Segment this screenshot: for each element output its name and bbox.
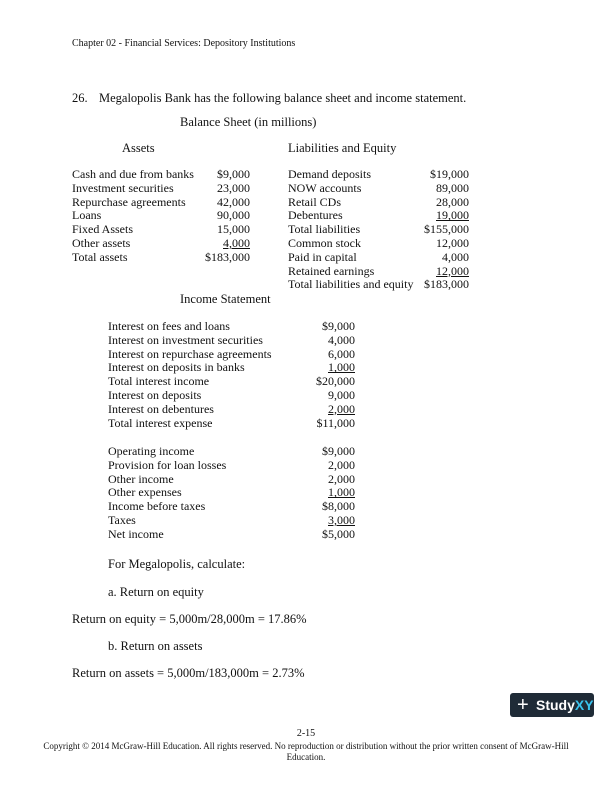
- row-value: $183,000: [424, 277, 469, 292]
- row-value: 4,000: [442, 249, 469, 264]
- row-label: Other expenses: [108, 485, 182, 500]
- table-row: [288, 278, 469, 292]
- row-label: Paid in capital: [288, 249, 357, 264]
- row-label: Loans: [72, 208, 102, 223]
- row-value: $9,000: [322, 444, 355, 458]
- row-label: Interest on fees and loans: [108, 319, 230, 333]
- row-label: Interest on debentures: [108, 401, 214, 416]
- table-row: [288, 265, 469, 279]
- row-value: 1,000: [328, 360, 355, 375]
- row-value: 2,000: [328, 457, 355, 472]
- table-row: [72, 182, 250, 196]
- table-row: [288, 196, 469, 210]
- question-number: 26.: [72, 91, 88, 105]
- row-label: Retained earnings: [288, 263, 375, 278]
- row-label: Total liabilities and equity: [288, 277, 414, 292]
- row-label: Cash and due from banks: [72, 167, 194, 181]
- table-row: [108, 403, 355, 417]
- table-row: [108, 486, 355, 500]
- table-row: [288, 182, 469, 196]
- row-label: Common stock: [288, 235, 362, 250]
- copyright-line-2: Education.: [286, 752, 326, 762]
- row-label: Interest on investment securities: [108, 332, 263, 347]
- studyxy-logo: [510, 693, 594, 717]
- table-row: [72, 196, 250, 210]
- row-label: Other income: [108, 471, 174, 486]
- liabilities-heading: Liabilities and Equity: [288, 141, 397, 155]
- table-row: [72, 168, 250, 182]
- row-value: 15,000: [217, 222, 250, 237]
- row-value: 2,000: [328, 471, 355, 486]
- row-value: $155,000: [424, 222, 469, 237]
- row-value: $9,000: [217, 167, 250, 181]
- row-label: Total liabilities: [288, 222, 361, 237]
- row-value: $5,000: [322, 526, 355, 541]
- row-label: Demand deposits: [288, 167, 371, 181]
- row-label: Total interest income: [108, 374, 210, 389]
- table-row: [108, 500, 355, 514]
- row-label: Repurchase agreements: [72, 194, 186, 209]
- row-label: Debentures: [288, 208, 343, 223]
- table-row: [108, 528, 355, 542]
- row-value: $20,000: [316, 374, 355, 389]
- row-value: 90,000: [217, 208, 250, 223]
- row-label: Retail CDs: [288, 194, 341, 209]
- income-statement-title: Income Statement: [180, 292, 271, 306]
- table-row: [108, 320, 355, 334]
- plus-icon: +: [517, 694, 529, 716]
- row-label: Interest on deposits in banks: [108, 360, 245, 375]
- row-value: $8,000: [322, 499, 355, 514]
- row-label: Operating income: [108, 444, 195, 458]
- brand-text: [536, 693, 594, 717]
- part-b-label: b. Return on assets: [108, 639, 203, 653]
- table-row: [72, 209, 250, 223]
- assets-heading: Assets: [122, 141, 155, 155]
- row-label: Fixed Assets: [72, 222, 134, 237]
- table-row: [288, 237, 469, 251]
- calculate-prompt: For Megalopolis, calculate:: [108, 557, 246, 571]
- table-row: [108, 459, 355, 473]
- table-row: [288, 168, 469, 182]
- row-label: NOW accounts: [288, 180, 362, 195]
- part-a-answer: Return on equity = 5,000m/28,000m = 17.86%: [72, 612, 307, 626]
- row-value: $9,000: [322, 319, 355, 333]
- row-value: $11,000: [316, 415, 355, 430]
- row-label: Net income: [108, 526, 164, 541]
- table-row: [288, 223, 469, 237]
- page-number: 2-15: [296, 728, 316, 739]
- table-row: [108, 417, 355, 431]
- row-label: Total assets: [72, 249, 128, 264]
- row-value: 4,000: [328, 332, 355, 347]
- row-value: 42,000: [217, 194, 250, 209]
- assets-table: [72, 168, 250, 265]
- table-row: [108, 361, 355, 375]
- row-label: Taxes: [108, 512, 136, 527]
- table-row: [108, 348, 355, 362]
- table-row: [72, 223, 250, 237]
- row-label: Provision for loan losses: [108, 457, 227, 472]
- copyright-line-1: Copyright © 2014 McGraw-Hill Education. All rights reserved. No reproduction or distribution without the prior written consent of McGraw-Hill: [43, 741, 569, 751]
- row-value: 12,000: [436, 235, 469, 250]
- row-value: 3,000: [328, 512, 355, 527]
- balance-sheet-title: Balance Sheet (in millions): [180, 115, 317, 129]
- table-row: [108, 445, 355, 459]
- row-label: Income before taxes: [108, 499, 206, 514]
- row-value: 89,000: [436, 180, 469, 195]
- brand-xy: XY: [574, 697, 594, 713]
- row-label: Interest on repurchase agreements: [108, 346, 272, 361]
- table-row: [108, 375, 355, 389]
- table-row: [108, 389, 355, 403]
- row-label: Investment securities: [72, 180, 174, 195]
- part-b-answer: Return on assets = 5,000m/183,000m = 2.73%: [72, 666, 305, 680]
- table-row: [288, 209, 469, 223]
- row-value: 19,000: [436, 208, 469, 223]
- table-row: [108, 473, 355, 487]
- row-value: 2,000: [328, 401, 355, 416]
- row-value: 23,000: [217, 180, 250, 195]
- part-a-label: a. Return on equity: [108, 585, 204, 599]
- row-value: 4,000: [223, 235, 250, 250]
- row-value: $183,000: [205, 249, 250, 264]
- row-value: 28,000: [436, 194, 469, 209]
- table-row: [72, 251, 250, 265]
- table-row: [288, 251, 469, 265]
- row-label: Interest on deposits: [108, 387, 202, 402]
- liabilities-table: [288, 168, 469, 292]
- income-group-operating: [108, 445, 355, 542]
- question-text: Megalopolis Bank has the following balance sheet and income statement.: [99, 91, 467, 105]
- row-label: Total interest expense: [108, 415, 213, 430]
- row-value: $19,000: [430, 167, 469, 181]
- income-group-interest: [108, 320, 355, 430]
- table-row: [72, 237, 250, 251]
- row-value: 9,000: [328, 387, 355, 402]
- table-row: [108, 334, 355, 348]
- row-value: 12,000: [436, 263, 469, 278]
- row-value: 1,000: [328, 485, 355, 500]
- brand-study: Study: [536, 697, 575, 713]
- row-value: 6,000: [328, 346, 355, 361]
- table-row: [108, 514, 355, 528]
- chapter-header: Chapter 02 - Financial Services: Depository Institutions: [72, 38, 296, 49]
- row-label: Other assets: [72, 235, 131, 250]
